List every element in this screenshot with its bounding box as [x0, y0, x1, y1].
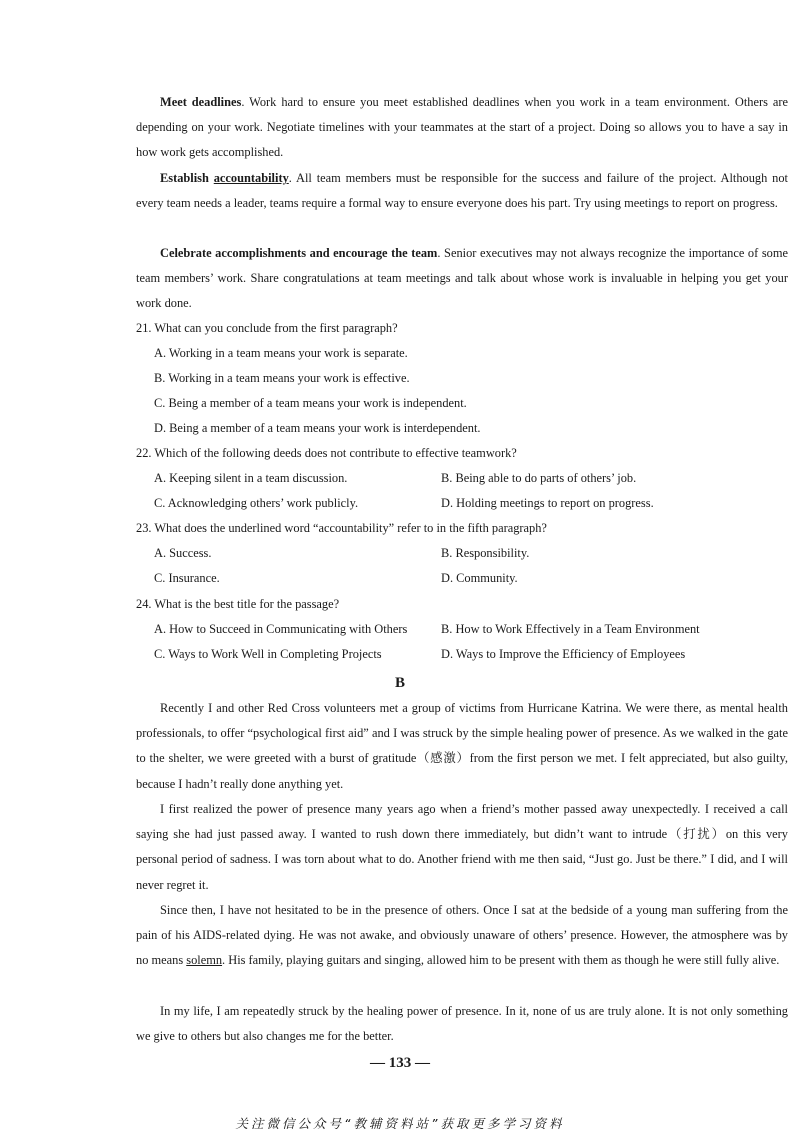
section-b-heading: B — [394, 675, 405, 691]
question-24-option-c: C. Ways to Work Well in Completing Projects — [154, 647, 382, 661]
paragraph-text: I first realized the power of presence many years ago when a friend’s mother passed away unexpectedly. I received a call saying she had just passed away. I wanted to rush down there immediately, but didn’t want to intrude（打扰）on this very personal period of sadness. I was torn about what to do. Another friend with me then said, “Just go. Just be there.” I did, and I will never regret it. — [136, 802, 788, 892]
question-23-stem: 23. What does the underlined word “accountability” refer to in the fifth paragraph? — [136, 521, 547, 535]
paragraph-text: In my life, I am repeatedly struck by the healing power of presence. In it, none of us are truly alone. It is not only something we give to others but also changes me for the better. — [136, 1004, 788, 1044]
underlined-word-solemn: solemn — [186, 953, 223, 968]
page-number: — 133 — — [370, 1055, 430, 1071]
question-23-option-b: B. Responsibility. — [441, 546, 530, 560]
paragraph-b-3 — [136, 898, 788, 974]
question-24-option-b: B. How to Work Effectively in a Team Environment — [441, 622, 700, 636]
question-23-option-a: A. Success. — [154, 546, 212, 560]
heading-establish-accountability — [160, 171, 289, 185]
question-24-stem: 24. What is the best title for the passage? — [136, 597, 340, 611]
question-22-option-b: B. Being able to do parts of others’ job. — [441, 471, 637, 485]
paragraph-meet-deadlines — [136, 90, 788, 166]
question-22-option-a: A. Keeping silent in a team discussion. — [154, 471, 348, 485]
question-21-option-d: D. Being a member of a team means your work is interdependent. — [154, 421, 481, 435]
question-24-option-d: D. Ways to Improve the Efficiency of Employees — [441, 647, 686, 661]
heading-meet-deadlines: Meet deadlines — [160, 95, 242, 109]
paragraph-text: . Work hard to ensure you meet established deadlines when you work in a team environment. Others are depending on your work. Negotiate timelines with your teammates at the start of a project. Doing so allows you to have a say in how work gets accomplished. — [136, 95, 788, 160]
paragraph-text: Recently I and other Red Cross volunteers met a group of victims from Hurricane Katrina. We were there, as mental health professionals, to offer “psychological first aid” and I was struck by the simple healing power of presence. As we walked in the gate to the shelter, we were greeted with a burst of gratitude（感激）from the first person we met. I felt appreciated, but also guilty, because I hadn’t really done anything yet. — [136, 701, 788, 791]
underlined-word-accountability: accountability — [213, 171, 289, 185]
paragraph-celebrate — [136, 241, 788, 317]
paragraph-b-1 — [136, 696, 788, 797]
question-21-stem: 21. What can you conclude from the first paragraph? — [136, 321, 398, 335]
question-23-option-d: D. Community. — [441, 571, 518, 585]
heading-text: Establish — [160, 171, 214, 185]
paragraph-text: Since then, I have not hesitated to be in the presence of others. Once I sat at the bedside of a young man suffering from the pain of his AIDS-related dying. He was not awake, and obviously unaware of others’ presence. However, the atmosphere was by no means — [136, 903, 788, 968]
paragraph-b-4 — [136, 999, 788, 1049]
paragraph-text: . Senior executives may not always recognize the importance of some team members’ work. Share congratulations at team meetings and talk about whose work is invaluable in helping you get your work done. — [136, 246, 788, 311]
paragraph-text: . His family, playing guitars and singing, allowed him to be present with them as though he were still fully alive. — [222, 953, 780, 968]
footer-note: 关注微信公众号“教辅资料站”获取更多学习资料 — [235, 1116, 565, 1131]
paragraph-text: . All team members must be responsible for the success and failure of the project. Although not every team needs a leader, teams require a formal way to ensure everyone does his part. Try using meetings to report on progress. — [136, 171, 788, 211]
heading-celebrate: Celebrate accomplishments and encourage the team — [160, 246, 438, 260]
paragraph-b-2 — [136, 797, 788, 898]
question-24-option-a: A. How to Succeed in Communicating with Others — [154, 622, 408, 636]
question-21-option-a: A. Working in a team means your work is separate. — [154, 346, 408, 360]
question-21-option-b: B. Working in a team means your work is effective. — [154, 371, 410, 385]
question-22-option-d: D. Holding meetings to report on progress. — [441, 496, 654, 510]
paragraph-establish-accountability — [136, 166, 788, 216]
question-22-stem: 22. Which of the following deeds does not contribute to effective teamwork? — [136, 446, 517, 460]
question-21-option-c: C. Being a member of a team means your work is independent. — [154, 396, 467, 410]
question-23-option-c: C. Insurance. — [154, 571, 220, 585]
question-22-option-c: C. Acknowledging others’ work publicly. — [154, 496, 359, 510]
